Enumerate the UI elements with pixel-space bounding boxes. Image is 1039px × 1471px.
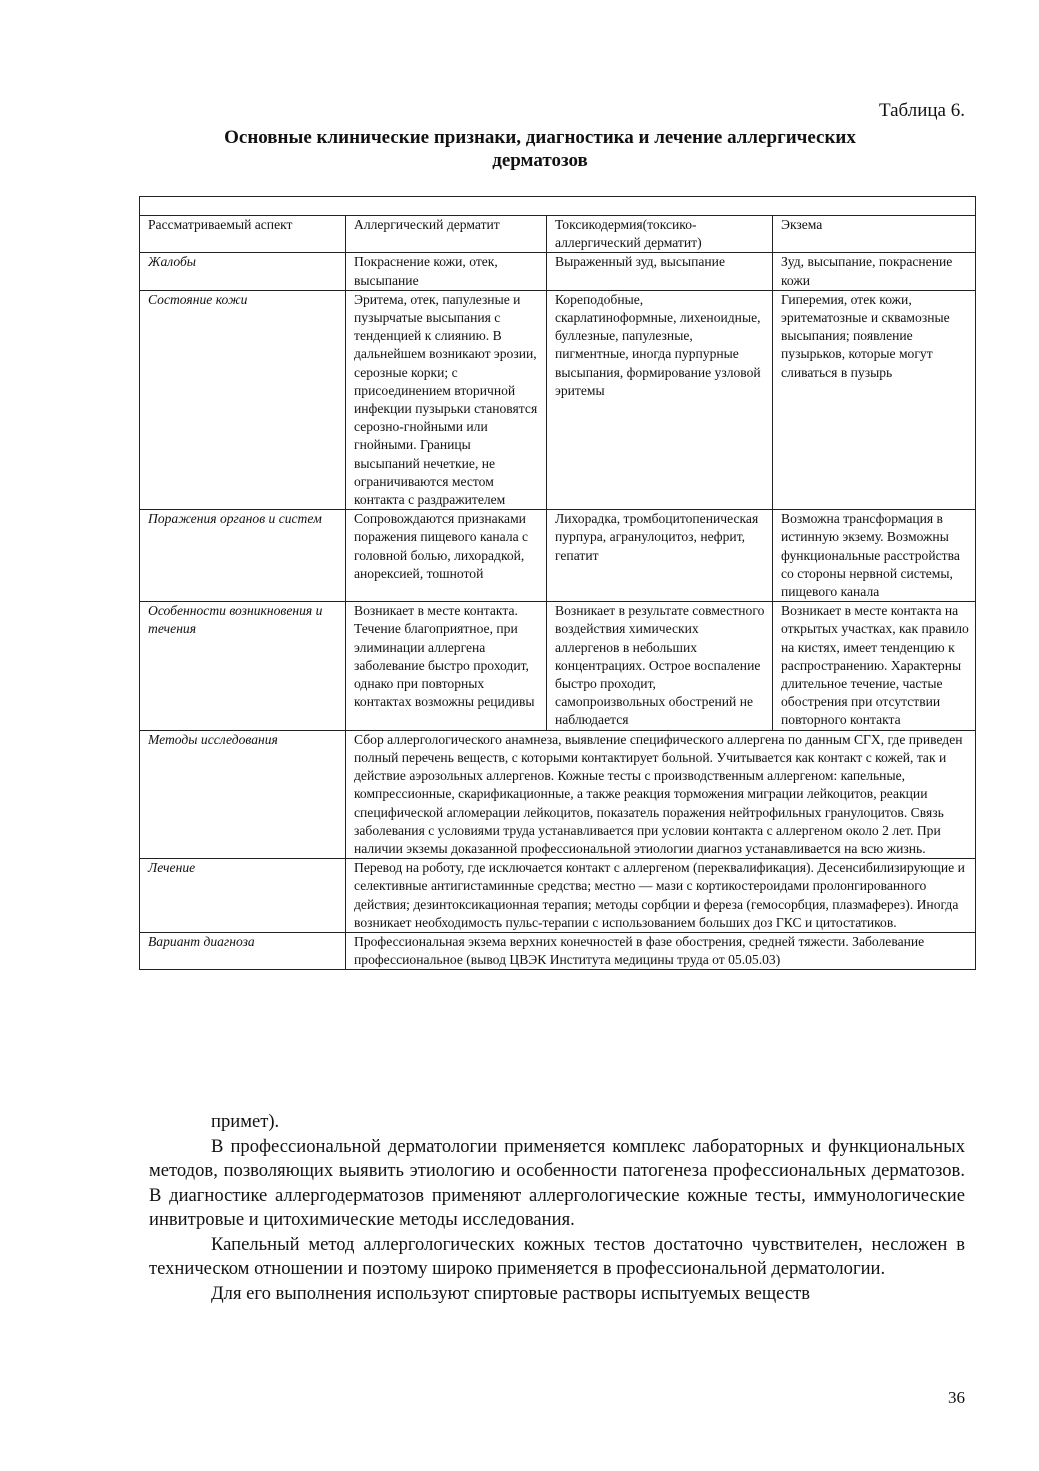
header-cell: Аллергический дерматит	[346, 216, 547, 253]
body-paragraph: примет).	[211, 1111, 280, 1132]
table-row-merged	[140, 859, 976, 933]
table-cell: Покраснение кожи, отек, высыпание	[346, 253, 547, 290]
table-row	[140, 253, 976, 290]
table-blank-row	[140, 197, 976, 216]
aspect-cell: Вариант диагноза	[140, 932, 346, 969]
page-number: 36	[948, 1388, 965, 1407]
body-paragraph: Для его выполнения используют спиртовые растворы испытуемых веществ	[211, 1282, 811, 1304]
table-blank-cell	[140, 197, 976, 216]
table-cell: Лихорадка, тромбоцитопеническая пурпура, агранулоцитоз, нефрит, гепатит	[547, 510, 773, 602]
table-cell: Возникает в месте контакта. Течение благоприятное, при элиминации аллергена заболевание быстро проходит, однако при повторных контактах возможны рецидивы	[346, 602, 547, 730]
dermatoses-table	[139, 196, 976, 970]
aspect-cell: Поражения органов и систем	[140, 510, 346, 602]
table-cell: Выраженный зуд, высыпание	[547, 253, 773, 290]
header-cell: Экзема	[773, 216, 976, 253]
body-paragraph: В профессиональной дерматологии применяется комплекс лабораторных и функциональных методов, позволяющих выявить этиологию и особенности патогенеза профессиональных дерматозов. В диагностике аллергодерматозов применяют аллергологические кожные тесты, иммунологические инвитровые и цитохимические методы исследования.	[149, 1135, 965, 1230]
table-row	[140, 602, 976, 730]
table-header-row	[140, 216, 976, 253]
body-text	[149, 1110, 965, 1306]
body-paragraph: Капельный метод аллергологических кожных тестов достаточно чувствителен, несложен в техническом отношении и поэтому широко применяется в профессиональной дерматологии.	[149, 1233, 965, 1279]
aspect-cell: Особенности возникновения и течения	[140, 602, 346, 730]
header-cell: Рассматриваемый аспект	[140, 216, 346, 253]
table-row	[140, 510, 976, 602]
header-cell: Токсикодермия(токсико-аллергический дерматит)	[547, 216, 773, 253]
table-cell: Сопровождаются признаками поражения пищевого канала с головной болью, лихорадкой, анорексией, тошнотой	[346, 510, 547, 602]
aspect-cell: Состояние кожи	[140, 290, 346, 509]
table-cell: Возникает в месте контакта на открытых участках, как правило на кистях, имеет тенденцию к распространению. Характерны длительное течение, частые обострения при отсутствии повторного контакта	[773, 602, 976, 730]
table-cell: Гиперемия, отек кожи, эритематозные и сквамозные высыпания; появление пузырьков, которые могут сливаться в пузырь	[773, 290, 976, 509]
table-caption-label: Таблица 6.	[878, 100, 965, 121]
merged-cell: Сбор аллергологического анамнеза, выявление специфического аллергена по данным СГХ, где приведен полный перечень веществ, с которыми контактирует больной. Учитывается как контакт с кожей, так и действие аэрозольных аллергенов. Кожные тесты с производственным аллергеном: капельные, компрессионные, скарификационные, а также реакция торможения миграции лейкоцитов, реакции специфической агломерации лейкоцитов, показатель поражения нейтрофильных гранулоцитов. Связь заболевания с условиями труда устанавливается при условии контакта с аллергеном около 2 лет. При наличии экземы доказанной профессиональной этиологии диагноз устанавливается на всю жизнь.	[346, 730, 976, 858]
aspect-cell: Лечение	[140, 859, 346, 933]
table-row-merged	[140, 932, 976, 969]
aspect-cell: Методы исследования	[140, 730, 346, 858]
table-cell: Зуд, высыпание, покраснение кожи	[773, 253, 976, 290]
table-row	[140, 290, 976, 509]
aspect-cell: Жалобы	[140, 253, 346, 290]
table-caption-title: Основные клинические признаки, диагностика и лечение аллергических дерматозов	[224, 127, 856, 171]
table-cell: Возможна трансформация в истинную экзему. Возможны функциональные расстройства со стороны нервной системы, пищевого канала	[773, 510, 976, 602]
table-row-merged	[140, 730, 976, 858]
merged-cell: Перевод на роботу, где исключается контакт с аллергеном (переквалификация). Десенсибилизирующие и селективные антигистаминные средства; местно — мази с кортикостероидами пролонгированного действия; дезинтоксикационная терапия; методы сорбции и фереза (гемосорбция, плазмаферез). Иногда возникает необходимость пульс-терапии с использованием больших доз ГКС и цитостатиков.	[346, 859, 976, 933]
merged-cell: Профессиональная экзема верхних конечностей в фазе обострения, средней тяжести. Заболевание профессиональное (вывод ЦВЭК Института медицины труда от 05.05.03)	[346, 932, 976, 969]
table-cell: Эритема, отек, папулезные и пузырчатые высыпания с тенденцией к слиянию. В дальнейшем возникают эрозии, серозные корки; с присоединением вторичной инфекции пузырьки становятся серозно-гнойными или гнойными. Границы высыпаний нечеткие, не ограничиваются местом контакта с раздражителем	[346, 290, 547, 509]
table-cell: Кореподобные, скарлатиноформные, лихеноидные, буллезные, папулезные, пигментные, иногда пурпурные высыпания, формирование узловой эритемы	[547, 290, 773, 509]
table-cell: Возникает в результате совместного воздействия химических аллергенов в небольших концентрациях. Острое воспаление быстро проходит, самопроизвольных обострений не наблюдается	[547, 602, 773, 730]
